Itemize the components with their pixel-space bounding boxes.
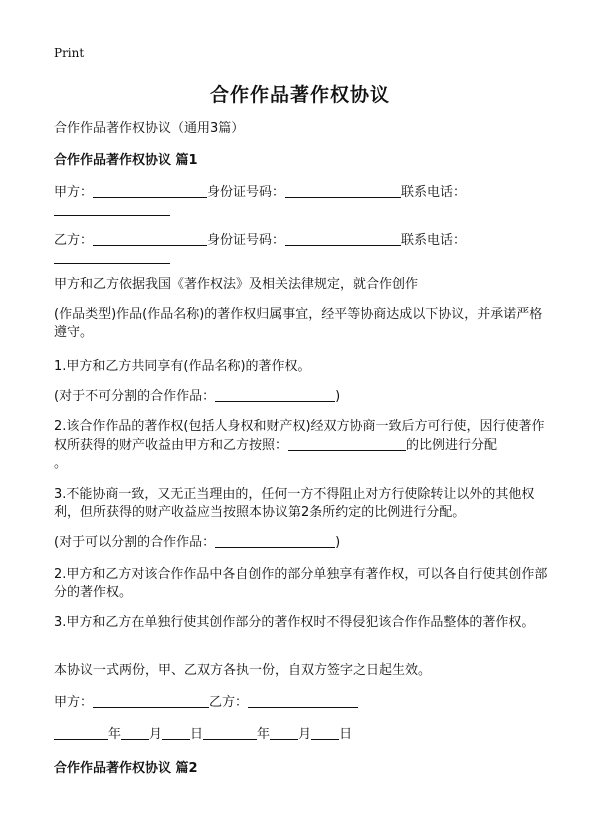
party-b-label: 乙方： [54,233,94,248]
document-title: 合作作品著作权协议 [209,84,390,106]
party-b-name-blank[interactable] [93,231,207,246]
party-a-phone-blank[interactable] [54,201,170,216]
clause-2-tail: 的比例进行分配 [406,438,498,453]
divisible-clause-3: 3.甲方和乙方在单独行使其创作部分的著作权时不得侵犯该合作作品整体的著作权。 [54,615,535,630]
clause-1: 1.甲方和乙方共同享有(作品名称)的著作权。 [54,359,311,374]
date-a-day: 日 [190,727,204,742]
section-heading-2: 合作作品著作权协议 篇2 [54,761,198,776]
date-b-day-blank[interactable] [311,725,339,740]
date-b-year-blank[interactable] [203,725,257,740]
date-a-day-blank[interactable] [162,725,190,740]
print-link[interactable]: Print [54,46,85,60]
date-a-year-blank[interactable] [54,725,108,740]
date-a-month: 月 [149,727,163,742]
divisible-open: (对于可以分割的合作作品： [54,535,216,550]
copies-clause: 本协议一式两份，甲、乙双方各执一份，自双方签字之日起生效。 [54,663,432,678]
party-b-phone-row [54,248,554,270]
clause-2-text: 2.该合作作品的著作权(包括人身权和财产权)经双方协商一致后方可行使，因行使著作权所获得的财产收益由甲方和乙方按照： [54,419,545,453]
date-b-year: 年 [257,727,271,742]
indivisible-heading [54,386,554,408]
indivisible-open: (对于不可分割的合作作品： [54,389,216,404]
signature-row [54,692,554,714]
party-a-id-blank[interactable] [285,183,401,198]
party-a-id-label: 身份证号码： [207,185,286,200]
party-a-label: 甲方： [54,185,94,200]
sign-a-blank[interactable] [93,693,209,708]
intro-line-2: (作品类型)作品(作品名称)的著作权归属事宜，经平等协商达成以下协议，并承诺严格遵守。 [54,307,543,340]
intro-line-1: 甲方和乙方依据我国《著作权法》及相关法律规定，就合作创作 [54,277,419,292]
date-a-year: 年 [108,727,122,742]
party-a-phone-row [54,200,554,222]
clause-3: 3.不能协商一致，又无正当理由的，任何一方不得阻止对方行使除转让以外的其他权利，但所获得的财产收益应当按照本协议第2条所约定的比例进行分配。 [54,487,535,520]
date-a-month-blank[interactable] [121,725,149,740]
date-b-month: 月 [298,727,312,742]
sign-b-blank[interactable] [248,693,358,708]
clause-2 [54,418,554,473]
divisible-close: ) [335,535,341,550]
party-b-phone-label: 联系电话： [401,233,467,248]
clause-2-ratio-blank[interactable] [288,436,406,451]
document-subtitle: 合作作品著作权协议（通用3篇） [54,121,245,136]
sign-b-label: 乙方： [209,695,249,710]
clause-2-period: 。 [54,456,68,471]
indivisible-close: ) [335,389,341,404]
indivisible-blank[interactable] [215,387,335,402]
divisible-blank[interactable] [215,533,335,548]
party-a-name-blank[interactable] [93,183,207,198]
divisible-clause-2: 2.甲方和乙方对该合作作品中各自创作的部分单独享有著作权，可以各自行使其创作部分的著作权。 [54,567,548,600]
date-row [54,724,554,746]
party-b-id-label: 身份证号码： [207,233,286,248]
party-b-id-blank[interactable] [285,231,401,246]
date-b-day: 日 [339,727,353,742]
sign-a-label: 甲方： [54,695,94,710]
section-heading-1: 合作作品著作权协议 篇1 [54,153,198,168]
date-b-month-blank[interactable] [270,725,298,740]
party-a-phone-label: 联系电话： [401,185,467,200]
party-b-phone-blank[interactable] [54,249,170,264]
divisible-heading [54,532,554,554]
